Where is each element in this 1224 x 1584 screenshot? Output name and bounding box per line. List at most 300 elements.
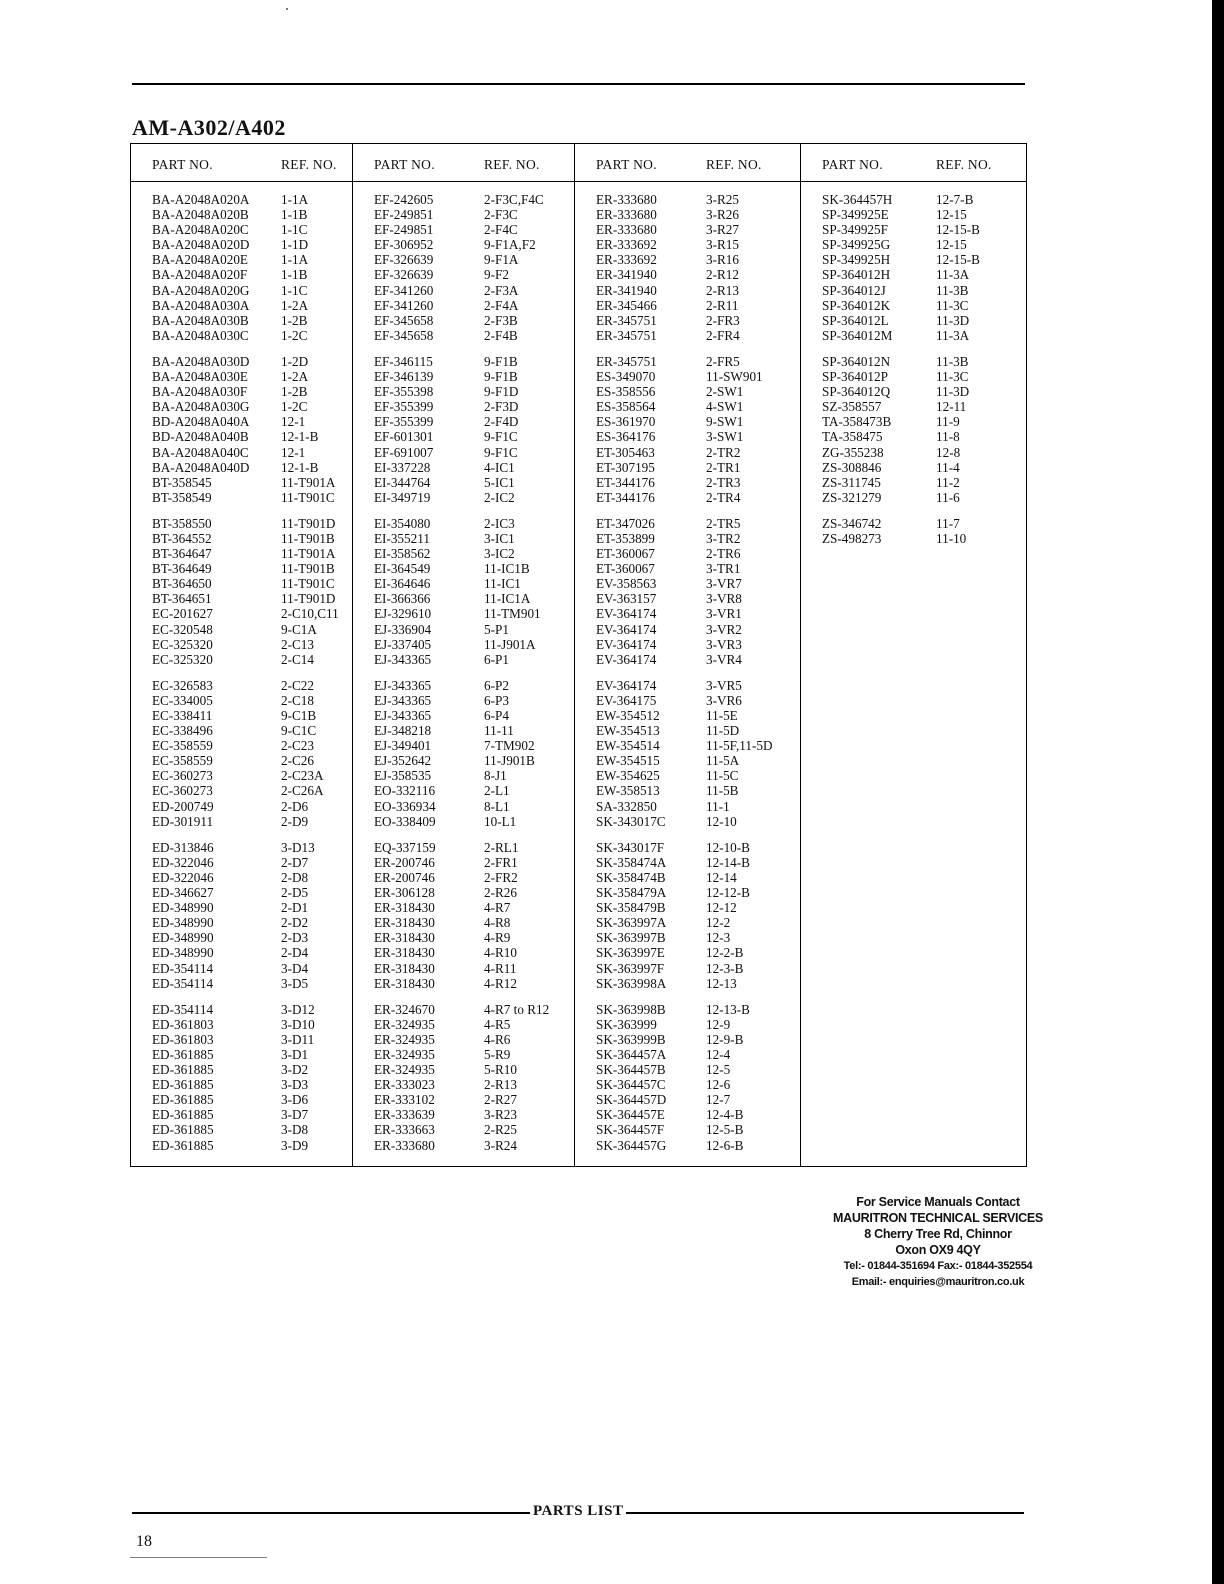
table-row: [353, 576, 574, 591]
reference-number: 11-IC1B: [484, 561, 530, 577]
reference-number: 11-T901B: [281, 530, 335, 546]
part-no-header: PART NO.: [596, 157, 657, 172]
part-number: EI-364646: [374, 576, 431, 592]
reference-number: 11-5C: [706, 768, 739, 784]
part-number: BA-A2048A020B: [152, 207, 249, 223]
reference-number: 12-13: [706, 975, 737, 991]
table-row: [353, 622, 574, 637]
reference-number: 3-D6: [281, 1092, 309, 1108]
table-row: [575, 252, 800, 267]
part-number: EQ-337159: [374, 839, 436, 855]
part-number: EW-354515: [596, 753, 660, 769]
column-header: [575, 144, 800, 182]
part-number: EF-346139: [374, 369, 434, 385]
table-row: [575, 900, 800, 915]
table-row: [131, 445, 352, 460]
part-number: ES-361970: [596, 414, 656, 430]
part-number: ED-322046: [152, 854, 214, 870]
table-row: [353, 445, 574, 460]
reference-number: 12-10-B: [706, 839, 750, 855]
part-number: EC-320548: [152, 621, 213, 637]
table-row: [353, 1077, 574, 1092]
table-row: [353, 237, 574, 252]
reference-number: 6-P4: [484, 708, 509, 723]
part-group: [353, 1002, 574, 1153]
table-row: [353, 768, 574, 783]
reference-number: 12-6: [706, 1077, 731, 1093]
part-number: EV-364174: [596, 636, 657, 652]
part-number: EC-326583: [152, 677, 213, 693]
part-number: BT-358545: [152, 474, 212, 490]
reference-number: 3-D4: [281, 960, 309, 976]
part-number: SK-358474A: [596, 854, 667, 870]
table-row: [131, 207, 352, 222]
part-number: SK-363997B: [596, 930, 666, 946]
part-number: BA-A2048A020E: [152, 252, 248, 268]
table-row: [575, 222, 800, 237]
reference-number: 12-15-B: [936, 222, 980, 238]
reference-number: 12-1-B: [281, 459, 319, 475]
table-row: [131, 961, 352, 976]
part-number: EF-345658: [374, 327, 434, 343]
reference-number: 3-VR6: [706, 692, 742, 708]
reference-number: 12-1: [281, 414, 306, 430]
table-row: [575, 723, 800, 738]
reference-number: 1-1C: [281, 282, 308, 298]
part-number: ER-333680: [596, 192, 657, 207]
reference-number: 2-TR2: [706, 444, 741, 460]
part-number: SP-364012J: [822, 282, 886, 298]
part-number: EF-355399: [374, 399, 434, 415]
table-row: [575, 1122, 800, 1137]
table-row: [575, 870, 800, 885]
part-number: SK-343017F: [596, 839, 665, 855]
part-number: ED-361885: [152, 1046, 214, 1062]
reference-number: 12-6-B: [706, 1137, 744, 1153]
part-group: [353, 192, 574, 343]
table-row: [131, 768, 352, 783]
part-number: ER-318430: [374, 960, 435, 976]
part-number: EW-358513: [596, 783, 660, 799]
part-number: SK-363999: [596, 1016, 657, 1032]
table-row: [575, 840, 800, 855]
reference-number: 9-F1C: [484, 429, 518, 445]
part-number: ED-301911: [152, 813, 214, 829]
table-row: [131, 1062, 352, 1077]
table-row: [131, 753, 352, 768]
part-number: EC-338411: [152, 708, 213, 723]
table-row: [575, 1047, 800, 1062]
table-row: [353, 516, 574, 531]
reference-number: 2-F3C,F4C: [484, 192, 544, 207]
table-row: [575, 354, 800, 369]
contact-email: Email:- enquiries@mauritron.co.uk: [851, 1276, 1025, 1288]
part-number: EF-341260: [374, 297, 434, 313]
table-row: [801, 192, 1026, 207]
part-number: TA-358475: [822, 429, 883, 445]
table-row: [801, 207, 1026, 222]
table-row: [353, 222, 574, 237]
reference-number: 6-P1: [484, 651, 509, 667]
table-row: [131, 637, 352, 652]
footer-rule-left: [132, 1512, 530, 1514]
table-row: [131, 399, 352, 414]
part-number: SK-343017C: [596, 813, 666, 829]
part-number: ZS-498273: [822, 530, 882, 546]
scan-speck: [286, 8, 288, 10]
reference-number: 1-1B: [281, 207, 308, 223]
part-group: [131, 1002, 352, 1153]
part-number: BT-364651: [152, 591, 212, 607]
table-row: [131, 840, 352, 855]
part-number: EF-306952: [374, 237, 434, 253]
part-number: ED-361885: [152, 1122, 214, 1138]
table-row: [575, 237, 800, 252]
part-number: ED-348990: [152, 930, 214, 946]
table-row: [131, 576, 352, 591]
reference-number: 2-FR4: [706, 327, 740, 343]
reference-number: 11-SW901: [706, 369, 763, 385]
reference-number: 11-T901C: [281, 489, 335, 505]
reference-number: 11-3D: [936, 384, 970, 400]
reference-number: 2-D8: [281, 869, 309, 885]
table-row: [353, 783, 574, 798]
table-row: [575, 708, 800, 723]
part-number: BA-A2048A020C: [152, 222, 249, 238]
reference-number: 1-1B: [281, 267, 308, 283]
table-row: [131, 561, 352, 576]
reference-number: 11-3D: [936, 312, 970, 328]
part-number: SP-364012P: [822, 369, 888, 385]
reference-number: 2-D2: [281, 915, 309, 931]
part-number: SK-363999B: [596, 1031, 666, 1047]
reference-number: 11-TM901: [484, 606, 541, 622]
part-number: EJ-337405: [374, 636, 432, 652]
part-number: ED-354114: [152, 975, 214, 991]
part-no-header: PART NO.: [822, 157, 883, 172]
part-number: EJ-349401: [374, 738, 432, 754]
table-row: [353, 870, 574, 885]
reference-number: 2-R26: [484, 885, 517, 901]
reference-number: 2-R11: [706, 297, 739, 313]
reference-number: 3-R16: [706, 252, 739, 268]
reference-number: 11-5A: [706, 753, 740, 769]
reference-number: 9-SW1: [706, 414, 744, 430]
part-number: ET-344176: [596, 489, 655, 505]
table-row: [353, 799, 574, 814]
part-number: SA-332850: [596, 798, 657, 814]
table-row: [353, 1138, 574, 1153]
column-rows: [131, 192, 352, 1164]
table-row: [575, 885, 800, 900]
table-row: [801, 369, 1026, 384]
part-number: ER-318430: [374, 915, 435, 931]
part-number: ER-333680: [374, 1137, 435, 1153]
reference-number: 4-R11: [484, 960, 517, 976]
contact-company: MAURITRON TECHNICAL SERVICES: [833, 1211, 1043, 1225]
contact-phone: Tel:- 01844-351694 Fax:- 01844-352554: [843, 1260, 1033, 1272]
table-row: [801, 354, 1026, 369]
reference-number: 1-2A: [281, 297, 309, 313]
part-group: [353, 678, 574, 829]
reference-number: 12-2: [706, 915, 731, 931]
part-number: ET-305463: [596, 444, 655, 460]
reference-number: 11-3C: [936, 369, 969, 385]
table-row: [353, 546, 574, 561]
part-number: ER-324670: [374, 1001, 435, 1017]
reference-number: 2-IC2: [484, 489, 515, 505]
reference-number: 9-C1C: [281, 723, 317, 739]
part-number: EF-691007: [374, 444, 434, 460]
table-row: [801, 313, 1026, 328]
part-number: ER-341940: [596, 267, 657, 283]
column-header: [131, 144, 352, 182]
part-number: EI-366366: [374, 591, 431, 607]
reference-number: 5-P1: [484, 621, 509, 637]
reference-number: 2-D4: [281, 945, 309, 961]
table-row: [131, 915, 352, 930]
part-number: ER-324935: [374, 1031, 435, 1047]
part-number: EF-601301: [374, 429, 434, 445]
table-row: [131, 885, 352, 900]
part-number: BA-A2048A020D: [152, 237, 250, 253]
reference-number: 2-R12: [706, 267, 739, 283]
reference-number: 11-3B: [936, 353, 969, 369]
reference-number: 12-5-B: [706, 1122, 744, 1138]
part-number: ED-346627: [152, 885, 214, 901]
table-row: [353, 915, 574, 930]
part-number: EJ-343365: [374, 677, 432, 693]
part-number: ES-349070: [596, 369, 656, 385]
table-row: [353, 490, 574, 505]
part-number: ER-333680: [596, 207, 657, 223]
table-row: [353, 1107, 574, 1122]
ref-no-header: REF. NO.: [281, 157, 337, 172]
part-number: ET-347026: [596, 515, 655, 531]
table-row: [131, 678, 352, 693]
reference-number: 4-R9: [484, 930, 511, 946]
reference-number: 2-RL1: [484, 839, 519, 855]
table-row: [575, 1002, 800, 1017]
reference-number: 2-L1: [484, 783, 510, 799]
table-row: [353, 814, 574, 829]
part-number: SK-364457E: [596, 1107, 665, 1123]
part-number: BA-A2048A030C: [152, 327, 249, 343]
table-row: [131, 1138, 352, 1153]
table-row: [131, 267, 352, 282]
part-no-header: PART NO.: [374, 157, 435, 172]
part-number: SK-364457B: [596, 1062, 666, 1078]
part-number: SP-364012Q: [822, 384, 891, 400]
parts-table: [130, 143, 1027, 1167]
table-row: [575, 445, 800, 460]
table-row: [353, 976, 574, 991]
table-row: [131, 490, 352, 505]
table-row: [801, 298, 1026, 313]
reference-number: 6-P3: [484, 692, 509, 708]
table-row: [353, 475, 574, 490]
part-number: ZS-308846: [822, 459, 882, 475]
part-number: EV-363157: [596, 591, 657, 607]
column-rows: [801, 192, 1026, 557]
reference-number: 12-10: [706, 813, 737, 829]
part-number: ED-361885: [152, 1092, 214, 1108]
reference-number: 12-9-B: [706, 1031, 744, 1047]
table-row: [801, 475, 1026, 490]
table-row: [353, 1002, 574, 1017]
table-row: [353, 678, 574, 693]
table-row: [131, 900, 352, 915]
reference-number: 3-R27: [706, 222, 739, 238]
table-row: [575, 328, 800, 343]
table-row: [131, 1107, 352, 1122]
part-number: SK-363998B: [596, 1001, 666, 1017]
table-row: [353, 855, 574, 870]
reference-number: 11-8: [936, 429, 960, 445]
part-number: EC-360273: [152, 783, 213, 799]
reference-number: 11-3A: [936, 267, 970, 283]
reference-number: 12-7-B: [936, 192, 974, 207]
reference-number: 1-2D: [281, 353, 309, 369]
part-number: BT-364647: [152, 546, 212, 562]
reference-number: 1-2A: [281, 369, 309, 385]
part-group: [575, 192, 800, 343]
reference-number: 12-7: [706, 1092, 731, 1108]
part-number: BT-364552: [152, 530, 212, 546]
part-number: ET-353899: [596, 530, 655, 546]
reference-number: 4-SW1: [706, 399, 744, 415]
reference-number: 2-F4D: [484, 414, 519, 430]
part-number: EI-354080: [374, 515, 431, 531]
reference-number: 12-8: [936, 444, 961, 460]
part-number: SK-363997A: [596, 915, 667, 931]
reference-number: 12-5: [706, 1062, 731, 1078]
part-number: EC-338496: [152, 723, 213, 739]
reference-number: 3-IC1: [484, 530, 515, 546]
part-number: ES-358564: [596, 399, 656, 415]
part-number: SK-358474B: [596, 869, 666, 885]
table-row: [801, 429, 1026, 444]
reference-number: 11-3B: [936, 282, 969, 298]
reference-number: 12-4: [706, 1046, 731, 1062]
contact-heading: For Service Manuals Contact: [856, 1195, 1020, 1209]
reference-number: 3-D7: [281, 1107, 309, 1123]
table-row: [801, 252, 1026, 267]
reference-number: 2-F3C: [484, 207, 518, 223]
reference-number: 12-3-B: [706, 960, 744, 976]
column-header: [353, 144, 574, 182]
table-row: [575, 192, 800, 207]
reference-number: 1-2B: [281, 312, 308, 328]
part-number: EF-345658: [374, 312, 434, 328]
reference-number: 11-T901A: [281, 474, 336, 490]
part-number: SK-364457H: [822, 192, 893, 207]
reference-number: 11-5D: [706, 723, 740, 739]
part-group: [801, 192, 1026, 343]
reference-number: 2-TR5: [706, 515, 741, 531]
reference-number: 11-IC1: [484, 576, 521, 592]
table-row: [131, 738, 352, 753]
table-row: [801, 445, 1026, 460]
part-number: EV-364174: [596, 677, 657, 693]
table-row: [131, 546, 352, 561]
table-row: [131, 298, 352, 313]
reference-number: 2-C23A: [281, 768, 324, 784]
table-row: [131, 1077, 352, 1092]
table-row: [131, 1002, 352, 1017]
table-row: [131, 723, 352, 738]
table-row: [353, 1017, 574, 1032]
part-number: ET-307195: [596, 459, 655, 475]
part-number: EI-358562: [374, 546, 431, 562]
part-number: ZS-311745: [822, 474, 881, 490]
footer-label: PARTS LIST: [533, 1503, 624, 1519]
part-number: EW-354514: [596, 738, 660, 754]
part-number: EC-358559: [152, 753, 213, 769]
table-row: [131, 799, 352, 814]
table-row: [353, 1122, 574, 1137]
table-row: [131, 429, 352, 444]
part-number: EJ-343365: [374, 651, 432, 667]
reference-number: 2-C22: [281, 677, 314, 693]
part-number: ED-361803: [152, 1031, 214, 1047]
table-row: [575, 283, 800, 298]
part-group: [353, 354, 574, 505]
part-group: [575, 840, 800, 991]
part-number: SK-364457C: [596, 1077, 666, 1093]
table-row: [575, 606, 800, 621]
reference-number: 3-R25: [706, 192, 739, 207]
reference-number: 4-R7: [484, 900, 511, 916]
reference-number: 2-R13: [484, 1077, 517, 1093]
table-row: [131, 531, 352, 546]
part-number: ZS-346742: [822, 515, 882, 531]
table-row: [575, 399, 800, 414]
part-number: BT-358550: [152, 515, 212, 531]
table-row: [353, 531, 574, 546]
reference-number: 11-9: [936, 414, 960, 430]
reference-number: 1-1A: [281, 252, 309, 268]
reference-number: 3-VR8: [706, 591, 742, 607]
part-number: TA-358473B: [822, 414, 892, 430]
part-number: SP-364012K: [822, 297, 891, 313]
reference-number: 2-R25: [484, 1122, 517, 1138]
column-header: [801, 144, 1026, 182]
part-number: EC-334005: [152, 692, 213, 708]
reference-number: 3-D9: [281, 1137, 309, 1153]
reference-number: 2-TR3: [706, 474, 741, 490]
part-number: SK-364457G: [596, 1137, 667, 1153]
reference-number: 11-2: [936, 474, 960, 490]
reference-number: 7-TM902: [484, 738, 535, 754]
reference-number: 3-VR3: [706, 636, 742, 652]
reference-number: 12-3: [706, 930, 731, 946]
part-number: EJ-343365: [374, 708, 432, 723]
table-row: [353, 652, 574, 667]
reference-number: 12-14-B: [706, 854, 750, 870]
part-number: SK-358479A: [596, 885, 667, 901]
reference-number: 5-IC1: [484, 474, 515, 490]
reference-number: 2-IC3: [484, 515, 515, 531]
reference-number: 2-D7: [281, 854, 309, 870]
reference-number: 11-7: [936, 515, 960, 531]
part-number: EI-344764: [374, 474, 431, 490]
table-row: [575, 814, 800, 829]
part-number: EJ-336904: [374, 621, 432, 637]
table-row: [575, 693, 800, 708]
part-number: EO-338409: [374, 813, 436, 829]
part-number: ED-348990: [152, 945, 214, 961]
